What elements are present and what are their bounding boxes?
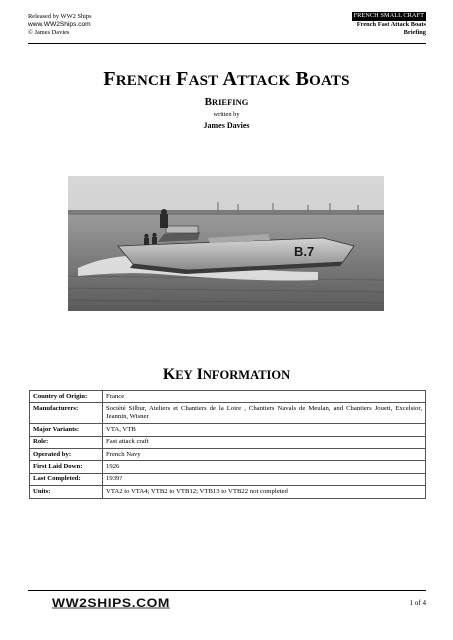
header-copyright: © James Davies: [28, 29, 70, 36]
table-row: [30, 473, 426, 485]
row-label: Role:: [30, 436, 103, 448]
footer-divider: [28, 590, 426, 591]
table-row: [30, 449, 426, 461]
row-value: 1926: [103, 461, 426, 473]
header-site-url[interactable]: www.WW2Ships.com: [28, 21, 91, 28]
svg-text:WW2SHIPS.COM: WW2SHIPS.COM: [52, 596, 170, 609]
boat-photo: [68, 176, 384, 311]
document-title: FRENCH FAST ATTACK BOATS: [103, 68, 350, 90]
header-released-by: Released by WW2 Ships: [28, 13, 92, 20]
header-document-name: French Fast Attack Boats: [356, 20, 426, 28]
header-document-type: Briefing: [403, 29, 426, 36]
page-number: 1 of 4: [409, 599, 426, 607]
header-right: [352, 12, 426, 38]
row-value: 1939?: [103, 473, 426, 485]
written-by-label: written by: [213, 111, 240, 118]
ww2ships-logo[interactable]: [52, 593, 172, 609]
row-value: Fast attack craft: [103, 436, 426, 448]
row-label: Operated by:: [30, 449, 103, 461]
table-row: [30, 486, 426, 498]
key-information-table: [29, 390, 426, 499]
table-row: [30, 436, 426, 448]
table-row: [30, 461, 426, 473]
hull-number: B.7: [294, 244, 315, 259]
row-value: VTA, VTB: [103, 424, 426, 436]
row-label: Country of Origin:: [30, 391, 103, 403]
row-label: Major Variants:: [30, 424, 103, 436]
document-subtitle: BRIEFING: [204, 96, 249, 108]
key-information-heading: KEY INFORMATION: [162, 366, 291, 383]
row-value: Société Silbur, Ateliers et Chantiers de la Loire , Chantiers Navals de Meulan, and Chantiers Jouett, Excelsior, Jeannin, Wisner: [103, 403, 426, 424]
table-row: [30, 391, 426, 403]
table-row: [30, 424, 426, 436]
header-left: [28, 13, 92, 37]
table-row: [30, 403, 426, 424]
row-value: France: [103, 391, 426, 403]
header-divider: [28, 43, 426, 44]
author-name: James Davies: [203, 121, 250, 130]
row-label: First Laid Down:: [30, 461, 103, 473]
row-label: Last Completed:: [30, 473, 103, 485]
row-value: French Navy: [103, 449, 426, 461]
row-value: VTA2 to VTA4; VTB2 to VTB12; VTB13 to VTB22 not completed: [103, 486, 426, 498]
row-label: Manufacturers:: [30, 403, 103, 424]
header-category-badge: FRENCH SMALL CRAFT: [353, 12, 424, 19]
row-label: Units:: [30, 486, 103, 498]
